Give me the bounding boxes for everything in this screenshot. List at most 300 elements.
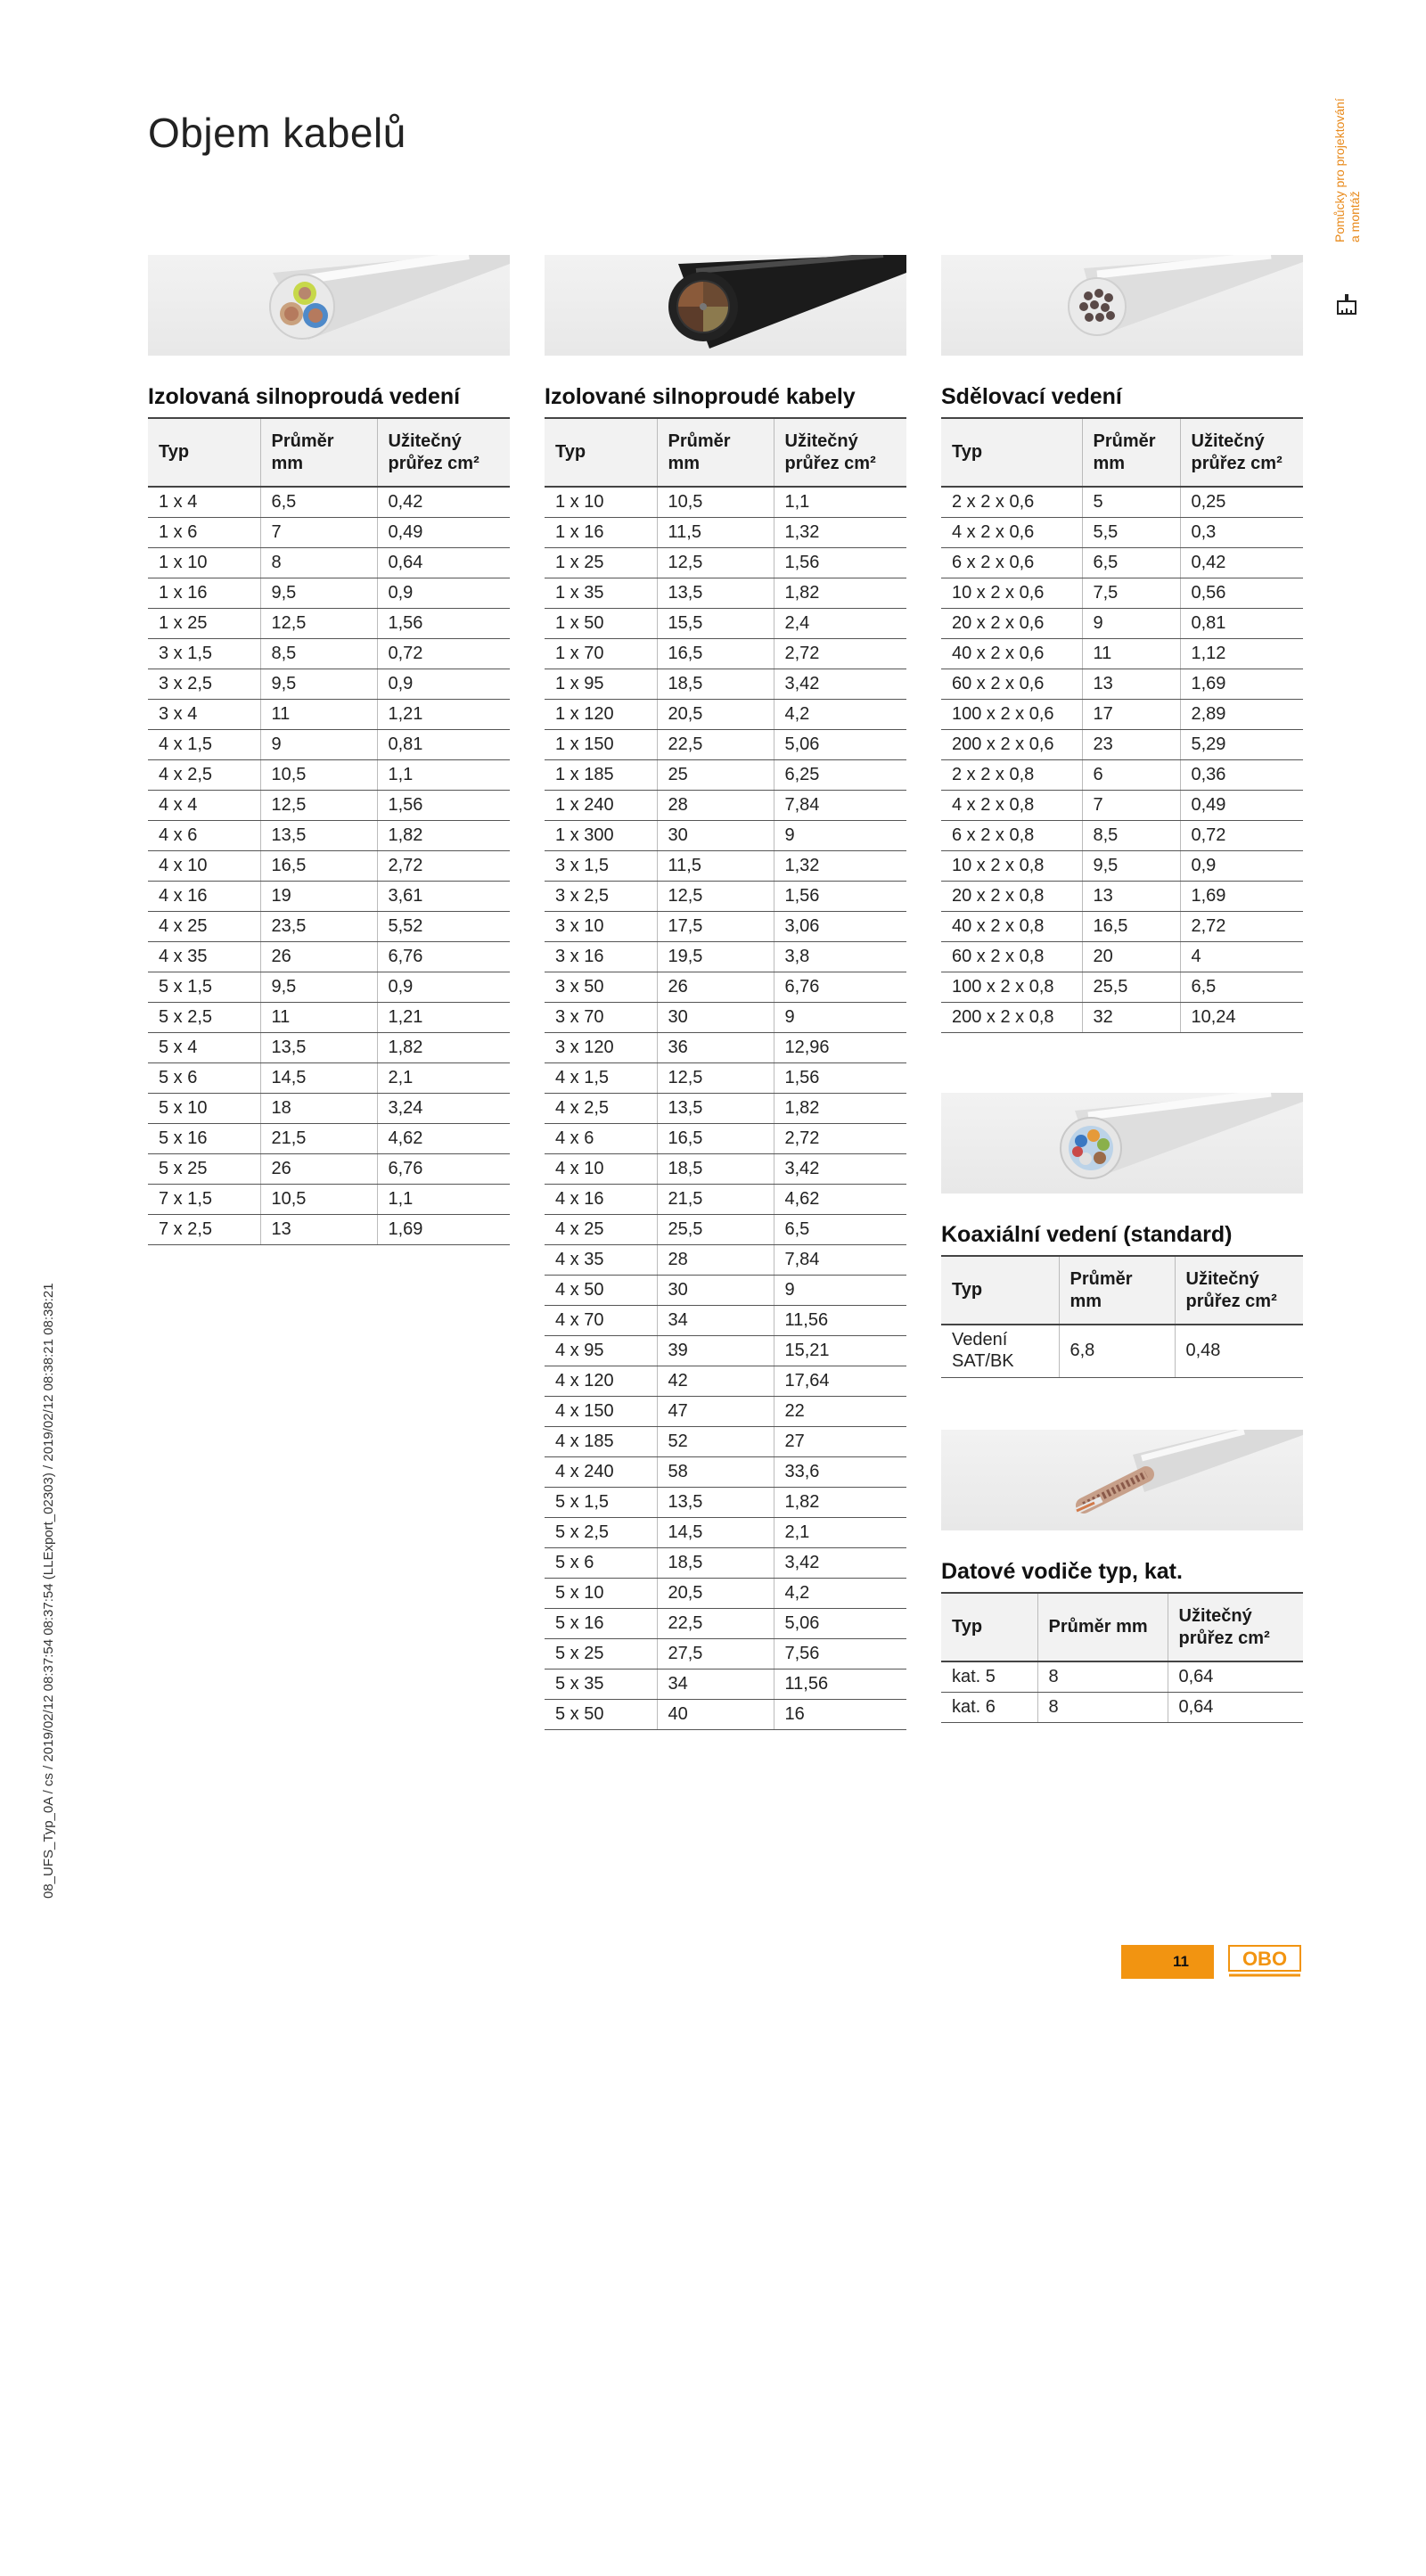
cell-prumer: 18,5 bbox=[657, 1154, 774, 1185]
cell-prumer: 58 bbox=[657, 1457, 774, 1488]
cell-typ: 4 x 35 bbox=[148, 942, 260, 972]
cell-typ: 1 x 120 bbox=[545, 700, 657, 730]
cell-prumer: 21,5 bbox=[260, 1124, 377, 1154]
table-row bbox=[148, 578, 510, 609]
cable-multipair-icon bbox=[941, 255, 1303, 356]
cell-typ: 2 x 2 x 0,6 bbox=[941, 487, 1082, 518]
header-prumer: Průměr mm bbox=[1082, 418, 1180, 487]
cell-typ: 100 x 2 x 0,6 bbox=[941, 700, 1082, 730]
cell-typ: 4 x 25 bbox=[148, 912, 260, 942]
table-izolovane-kabely bbox=[545, 417, 906, 1730]
table-row bbox=[941, 609, 1303, 639]
table-row bbox=[148, 1033, 510, 1063]
cell-prumer: 13 bbox=[1082, 882, 1180, 912]
table-row bbox=[941, 1003, 1303, 1033]
cell-prurez: 33,6 bbox=[774, 1457, 906, 1488]
table-row bbox=[545, 1366, 906, 1397]
table-row bbox=[941, 791, 1303, 821]
table-row bbox=[545, 1457, 906, 1488]
table-row bbox=[545, 791, 906, 821]
cell-prurez: 1,82 bbox=[774, 1094, 906, 1124]
cable-fiber-bundle-icon bbox=[941, 1093, 1303, 1194]
table-row bbox=[941, 1693, 1303, 1723]
cell-prumer: 12,5 bbox=[260, 791, 377, 821]
table-row bbox=[148, 1185, 510, 1215]
cell-prurez: 2,72 bbox=[774, 1124, 906, 1154]
cell-typ: 3 x 120 bbox=[545, 1033, 657, 1063]
cell-prumer: 16,5 bbox=[657, 639, 774, 669]
table-row bbox=[545, 487, 906, 518]
cell-typ: 4 x 2,5 bbox=[545, 1094, 657, 1124]
cell-prurez: 0,3 bbox=[1180, 518, 1303, 548]
cell-typ: 3 x 1,5 bbox=[148, 639, 260, 669]
table-row bbox=[545, 1488, 906, 1518]
table-row bbox=[545, 1003, 906, 1033]
cable-photo-kabely bbox=[545, 255, 906, 356]
cell-typ: 4 x 25 bbox=[545, 1215, 657, 1245]
table-row bbox=[941, 882, 1303, 912]
cell-prurez: 6,76 bbox=[774, 972, 906, 1003]
table-row bbox=[148, 1154, 510, 1185]
cell-prumer: 18 bbox=[260, 1094, 377, 1124]
column-datove bbox=[941, 1430, 1303, 1723]
cell-prurez: 3,06 bbox=[774, 912, 906, 942]
table-row bbox=[545, 1669, 906, 1700]
cell-prurez: 3,42 bbox=[774, 669, 906, 700]
cell-prurez: 5,06 bbox=[774, 1609, 906, 1639]
cell-prumer: 14,5 bbox=[260, 1063, 377, 1094]
cell-typ: 10 x 2 x 0,6 bbox=[941, 578, 1082, 609]
cell-typ: 4 x 6 bbox=[148, 821, 260, 851]
side-label-line2: a montáž bbox=[1348, 191, 1362, 242]
section-title-izolovana-vedeni: Izolovaná silnoproudá vedení bbox=[148, 384, 461, 409]
cell-prumer: 8,5 bbox=[260, 639, 377, 669]
cell-prurez: 16 bbox=[774, 1700, 906, 1730]
table-row bbox=[941, 548, 1303, 578]
table-row bbox=[545, 972, 906, 1003]
cell-typ: 4 x 10 bbox=[545, 1154, 657, 1185]
cell-typ: 4 x 16 bbox=[148, 882, 260, 912]
cell-prumer: 22,5 bbox=[657, 1609, 774, 1639]
cell-prumer: 22,5 bbox=[657, 730, 774, 760]
cell-typ: 5 x 1,5 bbox=[148, 972, 260, 1003]
cell-typ: 5 x 2,5 bbox=[545, 1518, 657, 1548]
cell-prurez: 1,56 bbox=[774, 882, 906, 912]
cell-prumer: 25,5 bbox=[657, 1215, 774, 1245]
table-row bbox=[148, 669, 510, 700]
cell-typ: 5 x 10 bbox=[545, 1579, 657, 1609]
cable-3core-icon bbox=[148, 255, 510, 356]
cell-prurez: 0,81 bbox=[1180, 609, 1303, 639]
tbody-izolovane-kabely bbox=[545, 487, 906, 1730]
table-row bbox=[148, 912, 510, 942]
side-label bbox=[1332, 64, 1368, 242]
table-row bbox=[545, 639, 906, 669]
cell-typ: 1 x 25 bbox=[545, 548, 657, 578]
table-row bbox=[545, 1427, 906, 1457]
cell-prurez: 6,76 bbox=[377, 1154, 510, 1185]
cell-prumer: 8 bbox=[1037, 1661, 1168, 1693]
cell-prumer: 5 bbox=[1082, 487, 1180, 518]
cell-prumer: 11 bbox=[260, 700, 377, 730]
cell-prumer: 13,5 bbox=[657, 578, 774, 609]
cell-prurez: 9 bbox=[774, 1003, 906, 1033]
cell-prumer: 20,5 bbox=[657, 700, 774, 730]
cell-prumer: 11 bbox=[1082, 639, 1180, 669]
cell-prumer: 6,5 bbox=[260, 487, 377, 518]
cell-prumer: 8 bbox=[1037, 1693, 1168, 1723]
table-row bbox=[545, 669, 906, 700]
cell-prumer: 12,5 bbox=[657, 882, 774, 912]
cell-typ: 1 x 16 bbox=[148, 578, 260, 609]
table-row bbox=[545, 1700, 906, 1730]
cell-prurez: 2,4 bbox=[774, 609, 906, 639]
cell-prumer: 9,5 bbox=[260, 669, 377, 700]
cell-prumer: 10,5 bbox=[260, 760, 377, 791]
table-row bbox=[545, 730, 906, 760]
table-row bbox=[941, 912, 1303, 942]
cell-prurez: 3,42 bbox=[774, 1548, 906, 1579]
cell-prurez: 0,49 bbox=[377, 518, 510, 548]
table-row bbox=[941, 578, 1303, 609]
cell-prurez: 0,48 bbox=[1175, 1325, 1303, 1378]
table-row bbox=[148, 639, 510, 669]
cable-photo-izolovana bbox=[148, 255, 510, 356]
cell-prurez: 1,21 bbox=[377, 1003, 510, 1033]
cell-prumer: 17 bbox=[1082, 700, 1180, 730]
cell-typ: 20 x 2 x 0,8 bbox=[941, 882, 1082, 912]
table-row bbox=[545, 851, 906, 882]
cell-prumer: 26 bbox=[657, 972, 774, 1003]
cell-prurez: 0,72 bbox=[1180, 821, 1303, 851]
table-row bbox=[148, 882, 510, 912]
cell-prurez: 1,1 bbox=[377, 760, 510, 791]
table-row bbox=[545, 1124, 906, 1154]
cell-typ: 4 x 150 bbox=[545, 1397, 657, 1427]
cell-prurez: 1,82 bbox=[774, 578, 906, 609]
cell-prurez: 5,06 bbox=[774, 730, 906, 760]
footer-text bbox=[41, 1283, 59, 2576]
cell-prurez: 6,5 bbox=[1180, 972, 1303, 1003]
cell-prumer: 20 bbox=[1082, 942, 1180, 972]
cell-prurez: 1,32 bbox=[774, 518, 906, 548]
cell-typ: 40 x 2 x 0,6 bbox=[941, 639, 1082, 669]
table-row bbox=[545, 1397, 906, 1427]
cell-typ: kat. 6 bbox=[941, 1693, 1037, 1723]
tbody-sdelovaci bbox=[941, 487, 1303, 1033]
cell-typ: 6 x 2 x 0,6 bbox=[941, 548, 1082, 578]
cell-prumer: 32 bbox=[1082, 1003, 1180, 1033]
cell-prumer: 13,5 bbox=[657, 1094, 774, 1124]
cell-prurez: 0,56 bbox=[1180, 578, 1303, 609]
table-row bbox=[545, 1215, 906, 1245]
cell-prurez: 6,76 bbox=[377, 942, 510, 972]
cell-prurez: 9 bbox=[774, 1276, 906, 1306]
cell-typ: 1 x 25 bbox=[148, 609, 260, 639]
cell-prurez: 1,12 bbox=[1180, 639, 1303, 669]
table-row bbox=[148, 487, 510, 518]
cell-prurez: 0,42 bbox=[1180, 548, 1303, 578]
cell-prurez: 5,29 bbox=[1180, 730, 1303, 760]
cell-typ: 4 x 50 bbox=[545, 1276, 657, 1306]
cell-typ: 5 x 2,5 bbox=[148, 1003, 260, 1033]
obo-logo bbox=[1228, 1945, 1301, 1983]
cell-prurez: 0,64 bbox=[377, 548, 510, 578]
cell-prurez: 3,42 bbox=[774, 1154, 906, 1185]
cable-coax-icon bbox=[941, 1430, 1303, 1530]
cell-prumer: 13,5 bbox=[260, 821, 377, 851]
cell-prumer: 8,5 bbox=[1082, 821, 1180, 851]
cell-typ: 20 x 2 x 0,6 bbox=[941, 609, 1082, 639]
cell-typ: 4 x 120 bbox=[545, 1366, 657, 1397]
table-row bbox=[148, 518, 510, 548]
header-typ: Typ bbox=[545, 418, 657, 487]
table-row bbox=[941, 487, 1303, 518]
cell-prumer: 10,5 bbox=[657, 487, 774, 518]
cell-prumer: 34 bbox=[657, 1306, 774, 1336]
table-row bbox=[148, 942, 510, 972]
table-row bbox=[545, 1276, 906, 1306]
cell-typ: 5 x 25 bbox=[148, 1154, 260, 1185]
cell-typ: 5 x 35 bbox=[545, 1669, 657, 1700]
table-row bbox=[545, 882, 906, 912]
table-row bbox=[545, 912, 906, 942]
cell-prumer: 26 bbox=[260, 1154, 377, 1185]
cable-photo-sdelovaci bbox=[941, 255, 1303, 356]
tbody-datove bbox=[941, 1661, 1303, 1723]
cell-typ: 3 x 16 bbox=[545, 942, 657, 972]
cell-typ: 5 x 6 bbox=[545, 1548, 657, 1579]
table-row bbox=[941, 942, 1303, 972]
cell-prumer: 6,5 bbox=[1082, 548, 1180, 578]
cell-prumer: 19,5 bbox=[657, 942, 774, 972]
cell-prumer: 10,5 bbox=[260, 1185, 377, 1215]
section-title-datove: Datové vodiče typ, kat. bbox=[941, 1559, 1183, 1584]
cell-prumer: 18,5 bbox=[657, 669, 774, 700]
table-row bbox=[545, 1154, 906, 1185]
section-title-sdelovaci: Sdělovací vedení bbox=[941, 384, 1122, 409]
cell-prumer: 47 bbox=[657, 1397, 774, 1427]
cell-prurez: 0,64 bbox=[1168, 1661, 1303, 1693]
cell-prumer: 9,5 bbox=[1082, 851, 1180, 882]
cell-prumer: 21,5 bbox=[657, 1185, 774, 1215]
table-row bbox=[545, 700, 906, 730]
cell-prurez: 2,72 bbox=[1180, 912, 1303, 942]
cell-typ: 1 x 95 bbox=[545, 669, 657, 700]
cell-typ: 4 x 185 bbox=[545, 1427, 657, 1457]
table-izolovana-vedeni bbox=[148, 417, 510, 1245]
cell-typ: 40 x 2 x 0,8 bbox=[941, 912, 1082, 942]
column-izolovane-kabely bbox=[545, 255, 906, 1730]
table-row bbox=[545, 609, 906, 639]
cell-prurez: 0,42 bbox=[377, 487, 510, 518]
table-row bbox=[148, 1063, 510, 1094]
cell-typ: 4 x 1,5 bbox=[545, 1063, 657, 1094]
table-row bbox=[941, 700, 1303, 730]
table-row bbox=[941, 669, 1303, 700]
table-sdelovaci bbox=[941, 417, 1303, 1033]
cell-typ: 10 x 2 x 0,8 bbox=[941, 851, 1082, 882]
table-row bbox=[545, 1185, 906, 1215]
column-sdelovaci bbox=[941, 255, 1303, 1033]
column-izolovana-vedeni bbox=[148, 255, 510, 1245]
cell-typ: 4 x 1,5 bbox=[148, 730, 260, 760]
table-row bbox=[545, 1579, 906, 1609]
cell-typ: 1 x 70 bbox=[545, 639, 657, 669]
header-typ: Typ bbox=[941, 1256, 1059, 1325]
cell-typ: 1 x 150 bbox=[545, 730, 657, 760]
cell-prumer: 9 bbox=[1082, 609, 1180, 639]
cell-prurez: 7,84 bbox=[774, 791, 906, 821]
table-row bbox=[148, 791, 510, 821]
cable-photo-koaxialni bbox=[941, 1093, 1303, 1194]
cell-prurez: 0,72 bbox=[377, 639, 510, 669]
cell-prurez: 0,9 bbox=[1180, 851, 1303, 882]
table-row bbox=[545, 1336, 906, 1366]
cell-typ: 3 x 2,5 bbox=[545, 882, 657, 912]
cell-prurez: 6,5 bbox=[774, 1215, 906, 1245]
cell-typ: 1 x 6 bbox=[148, 518, 260, 548]
cell-prurez: 1,32 bbox=[774, 851, 906, 882]
cell-typ: 3 x 10 bbox=[545, 912, 657, 942]
table-row bbox=[545, 1609, 906, 1639]
cell-typ: 5 x 16 bbox=[148, 1124, 260, 1154]
cell-prurez: 5,52 bbox=[377, 912, 510, 942]
header-typ: Typ bbox=[941, 418, 1082, 487]
cell-prumer: 13 bbox=[260, 1215, 377, 1245]
cell-typ: Vedení SAT/BK bbox=[941, 1325, 1059, 1378]
cell-typ: 1 x 4 bbox=[148, 487, 260, 518]
cell-typ: 1 x 240 bbox=[545, 791, 657, 821]
cell-prumer: 19 bbox=[260, 882, 377, 912]
table-row bbox=[545, 1639, 906, 1669]
table-row bbox=[148, 1215, 510, 1245]
cell-prumer: 42 bbox=[657, 1366, 774, 1397]
cell-prumer: 25,5 bbox=[1082, 972, 1180, 1003]
cell-prumer: 13,5 bbox=[260, 1033, 377, 1063]
cell-prumer: 36 bbox=[657, 1033, 774, 1063]
table-row bbox=[941, 972, 1303, 1003]
cell-prurez: 4,62 bbox=[377, 1124, 510, 1154]
cell-prumer: 9 bbox=[260, 730, 377, 760]
page-title: Objem kabelů bbox=[148, 110, 406, 156]
cell-prurez: 10,24 bbox=[1180, 1003, 1303, 1033]
cell-prurez: 0,9 bbox=[377, 669, 510, 700]
table-row bbox=[545, 821, 906, 851]
cell-prurez: 1,56 bbox=[774, 1063, 906, 1094]
cell-prumer: 34 bbox=[657, 1669, 774, 1700]
cell-prurez: 3,8 bbox=[774, 942, 906, 972]
cell-typ: 5 x 50 bbox=[545, 1700, 657, 1730]
table-row bbox=[545, 1033, 906, 1063]
table-row bbox=[545, 548, 906, 578]
cell-typ: 3 x 4 bbox=[148, 700, 260, 730]
cell-typ: 60 x 2 x 0,8 bbox=[941, 942, 1082, 972]
cell-prurez: 4,2 bbox=[774, 1579, 906, 1609]
cell-prumer: 5,5 bbox=[1082, 518, 1180, 548]
cell-prumer: 7 bbox=[1082, 791, 1180, 821]
cell-prurez: 27 bbox=[774, 1427, 906, 1457]
cell-prumer: 16,5 bbox=[260, 851, 377, 882]
cell-prurez: 12,96 bbox=[774, 1033, 906, 1063]
cell-typ: 1 x 16 bbox=[545, 518, 657, 548]
cable-photo-datove bbox=[941, 1430, 1303, 1530]
cell-prumer: 12,5 bbox=[657, 548, 774, 578]
cell-prumer: 23 bbox=[1082, 730, 1180, 760]
cell-typ: kat. 5 bbox=[941, 1661, 1037, 1693]
cell-prumer: 26 bbox=[260, 942, 377, 972]
cell-prumer: 17,5 bbox=[657, 912, 774, 942]
ruler-pen-icon bbox=[1337, 294, 1356, 320]
cell-prurez: 3,24 bbox=[377, 1094, 510, 1124]
cell-prurez: 4 bbox=[1180, 942, 1303, 972]
table-row bbox=[545, 760, 906, 791]
page-number: 11 bbox=[1121, 1945, 1214, 1979]
cell-prurez: 2,1 bbox=[377, 1063, 510, 1094]
cell-prurez: 2,72 bbox=[774, 639, 906, 669]
cell-prurez: 0,49 bbox=[1180, 791, 1303, 821]
cell-prurez: 1,1 bbox=[377, 1185, 510, 1215]
cell-typ: 1 x 50 bbox=[545, 609, 657, 639]
cell-prumer: 11,5 bbox=[657, 851, 774, 882]
cell-prumer: 30 bbox=[657, 1003, 774, 1033]
cell-typ: 1 x 185 bbox=[545, 760, 657, 791]
header-prumer: Průměr mm bbox=[657, 418, 774, 487]
cell-prumer: 7,5 bbox=[1082, 578, 1180, 609]
cell-prumer: 11 bbox=[260, 1003, 377, 1033]
cell-typ: 100 x 2 x 0,8 bbox=[941, 972, 1082, 1003]
cell-typ: 4 x 2 x 0,6 bbox=[941, 518, 1082, 548]
table-row bbox=[941, 639, 1303, 669]
column-koaxialni bbox=[941, 1093, 1303, 1378]
cell-prumer: 27,5 bbox=[657, 1639, 774, 1669]
cell-prurez: 0,25 bbox=[1180, 487, 1303, 518]
cell-prurez: 7,84 bbox=[774, 1245, 906, 1276]
cell-typ: 4 x 95 bbox=[545, 1336, 657, 1366]
cell-prumer: 11,5 bbox=[657, 518, 774, 548]
cell-prumer: 13 bbox=[1082, 669, 1180, 700]
cell-prurez: 1,1 bbox=[774, 487, 906, 518]
cell-prurez: 0,9 bbox=[377, 578, 510, 609]
cell-typ: 7 x 2,5 bbox=[148, 1215, 260, 1245]
cell-prurez: 1,82 bbox=[774, 1488, 906, 1518]
cell-prumer: 14,5 bbox=[657, 1518, 774, 1548]
cell-prurez: 1,69 bbox=[1180, 882, 1303, 912]
table-row bbox=[148, 1003, 510, 1033]
table-row bbox=[148, 609, 510, 639]
cell-prumer: 12,5 bbox=[260, 609, 377, 639]
cell-prumer: 6 bbox=[1082, 760, 1180, 791]
header-prurez: Užitečný průřez cm² bbox=[774, 418, 906, 487]
logo-text: OBO bbox=[1242, 1948, 1288, 1970]
table-row bbox=[941, 760, 1303, 791]
cell-typ: 5 x 4 bbox=[148, 1033, 260, 1063]
cell-prumer: 39 bbox=[657, 1336, 774, 1366]
cell-typ: 4 x 10 bbox=[148, 851, 260, 882]
table-row bbox=[545, 1518, 906, 1548]
cell-prurez: 1,69 bbox=[377, 1215, 510, 1245]
cell-typ: 4 x 6 bbox=[545, 1124, 657, 1154]
cell-typ: 3 x 70 bbox=[545, 1003, 657, 1033]
table-row bbox=[941, 821, 1303, 851]
table-row bbox=[148, 851, 510, 882]
cell-prumer: 30 bbox=[657, 1276, 774, 1306]
cell-prurez: 0,81 bbox=[377, 730, 510, 760]
cell-prurez: 0,9 bbox=[377, 972, 510, 1003]
header-prumer: Průměr mm bbox=[260, 418, 377, 487]
cell-typ: 4 x 16 bbox=[545, 1185, 657, 1215]
cell-prurez: 7,56 bbox=[774, 1639, 906, 1669]
